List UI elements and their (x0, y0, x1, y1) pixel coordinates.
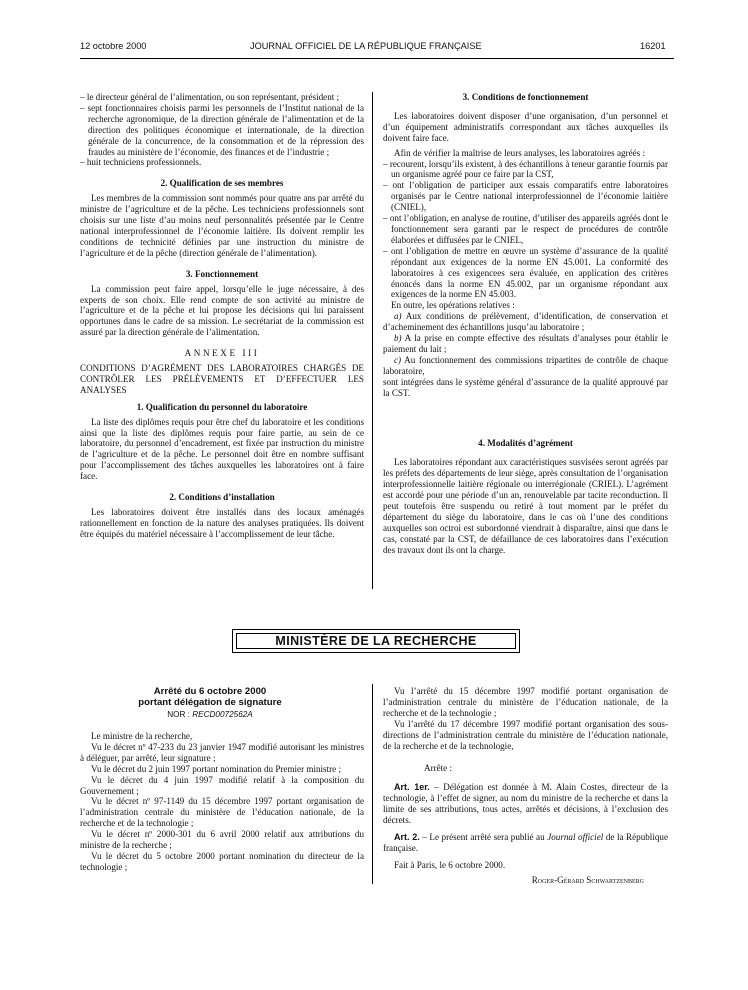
nor-code: RECD0072562A (192, 710, 253, 719)
header-page-number: 16201 (640, 41, 666, 51)
left-column-bottom (80, 731, 364, 873)
visa: Vu le décret du 4 juin 1997 modifié relatif à la composition du Gouvernement ; (80, 774, 364, 796)
item-letter: b) (394, 333, 402, 344)
ministry-banner (232, 629, 520, 653)
item-text: A la prise en compte effective des résultats d’analyses pour établir le paiement du lait ; (383, 333, 668, 354)
header-date: 12 octobre 2000 (80, 41, 147, 51)
member-item: – le directeur général de l’alimentation, ou son représentant, président ; (80, 92, 340, 102)
article-text: de la République française. (383, 831, 668, 853)
visa: Vu le décret nº 47-233 du 23 janvier 1947 modifié autorisant les ministres à déléguer, par arrêté, leur signature ; (80, 741, 364, 763)
visa: Vu l’arrêté du 15 décembre 1997 modifié portant organisation de l’administration centrale du ministère de l’éducation nationale, de la recherche et de la technologie ; (383, 686, 668, 718)
paragraph: La liste des diplômes requis pour être chef du laboratoire et les conditions ainsi que la liste des diplômes requis pour faire partie, au sein de ce laboratoire, du personnel d’encadrement, est fixée par instruction du ministre de l’agriculture et de la pêche. Le personnel doit être en nombre suffisant pour l’accomplissement des tâches auxquelles les laboratoires ont à faire face. (80, 416, 364, 482)
right-column-top (383, 92, 668, 556)
section-heading: 1. Qualification du personnel du laboratoire (136, 401, 308, 412)
condition-item: – ont l’obligation de participer aux essais comparatifs entre laboratoires organisés par le Centre national interprofessionnel de l’économie laitière (CNIEL), (383, 180, 668, 213)
paragraph: Les laboratoires doivent être installés dans des locaux aménagés rationnellement en fonction de la nature des analyses pratiquées. Ils doivent être équipés du matériel nécessaire à l’accomplissement de leur tâche. (80, 507, 364, 539)
article-text: – Délégation est donnée à M. Alain Costes, directeur de la technologie, à l’effet de signer, au nom du ministre de la recherche et dans la limite de ses attributions, tous actes, arrêtés et décisions, à l’exclusion des décrets. (383, 782, 668, 826)
right-column-bottom (383, 686, 668, 886)
article-text: – Le présent arrêté sera publié au (419, 831, 548, 842)
section-heading: 2. Conditions d’installation (169, 492, 275, 503)
visa: Vu le décret du 5 octobre 2000 portant nomination du directeur de la technologie ; (80, 850, 364, 872)
visa: Vu le décret nº 97-1149 du 15 décembre 1997 portant organisation de l’administration centrale du ministère de l’éducation nationale, de la recherche et de la technologie ; (80, 796, 364, 829)
visa: Vu le décret nº 2000-301 du 6 avril 2000 relatif aux attributions du ministre de la recherche ; (80, 829, 364, 851)
nor-label: NOR : (167, 710, 193, 719)
place-date: Fait à Paris, le 6 octobre 2000. (394, 859, 506, 870)
operation-item (383, 355, 668, 377)
signature: Roger-Gérard Schwartzenberg (531, 874, 644, 885)
left-column-top (80, 92, 364, 540)
visa: Vu l’arrêté du 17 décembre 1997 modifié portant organisation des sous-directions de l’administration centrale du ministère de l’éducation nationale, de la recherche et de la technologie, (383, 718, 668, 751)
article-1 (383, 782, 668, 826)
section-heading: 3. Conditions de fonctionnement (462, 92, 589, 102)
nor-reference (120, 709, 300, 721)
paragraph: Afin de vérifier la maîtrise de leurs analyses, les laboratoires agréés : (394, 147, 645, 158)
annex-title: ANNEXE III (184, 348, 260, 359)
header-rule (80, 58, 674, 59)
paragraph: Le ministre de la recherche, (91, 731, 193, 741)
operation-item (383, 333, 668, 355)
member-item: – huit techniciens professionnels. (80, 157, 202, 168)
paragraph: La commission peut faire appel, lorsqu’elle le juge nécessaire, à des experts de son choix. Elle rend compte de son activité au ministre de l’agriculture et de la pêche et lui propose les décisions qui lui paraissent opportunes dans le cadre de sa mission. Le secrétariat de la commission est assuré par la direction générale de l’alimentation. (80, 283, 364, 338)
paragraph: Les membres de la commission sont nommés pour quatre ans par arrêté du ministre de l’agriculture et de la pêche. Les techniciens professionnels sont choisis sur une liste d’au moins neuf personnalités présentée par le Centre national interprofessionnel de l’économie laitière. Ils doivent remplir les conditions de technicité définies par une instruction du ministre de l’agriculture et de la pêche (direction générale de l’alimentation). (80, 193, 364, 258)
header-journal-title: JOURNAL OFFICIEL DE LA RÉPUBLIQUE FRANÇAISE (250, 41, 482, 51)
member-item: – sept fonctionnaires choisis parmi les personnels de l’Institut national de la recherche agronomique, de la direction générale de l’alimentation et de la direction des politiques économique et internationale, de la direction générale de la concurrence, de la consommation et de la répression des fraudes au ministère de l’économie, des finances et de l’industrie ; (80, 102, 364, 157)
annex-caption: CONDITIONS D’AGRÉMENT DES LABORATOIRES CHARGÉS DE CONTRÔLER LES PRÉLÈVEMENTS ET D’EFFECTUER LES ANALYSES (80, 363, 364, 395)
column-divider (372, 684, 373, 884)
decree-title-block (120, 686, 300, 721)
column-divider (372, 92, 373, 589)
decree-subtitle: portant délégation de signature (138, 697, 282, 708)
section-heading: 4. Modalités d’agrément (478, 438, 573, 449)
section-heading: 3. Fonctionnement (185, 268, 259, 279)
article-2 (383, 832, 668, 854)
paragraph: En outre, les opérations relatives : (391, 300, 515, 311)
decree-title: Arrêté du 6 octobre 2000 (153, 686, 267, 697)
article-label: Art. 2. (394, 831, 420, 842)
journal-name: Journal officiel (547, 831, 604, 842)
condition-item: – ont l’obligation, en analyse de routine, d’utiliser des appareils agréés dont le fonctionnement sera garanti par le respect de procédures de contrôle élaborées et diffusées par le CNIEL, (383, 213, 668, 245)
paragraph: sont intégrées dans le système général d’assurance de la qualité approuvé par la CST. (383, 376, 668, 398)
article-label: Art. 1er. (394, 782, 430, 793)
condition-item: – recourent, lorsqu’ils existent, à des échantillons à teneur garantie fournis par un organisme agréé pour ce faire par la CST, (383, 158, 668, 180)
paragraph: Les laboratoires répondant aux caractéristiques susvisées seront agréés par les préfets des départements de leur siège, après consultation de l’organisation interprofessionnelle laitière régionale ou interrégionale (CRIEL). L’agrément est accordé pour une période d’un an, renouvelable par tacite reconduction. Il peut toutefois être suspendu ou retiré à tout moment par le préfet du département du siège du laboratoire, dans le cas où l’une des conditions auxquelles son octroi est subordonné viendrait à disparaître, ainsi que dans le cas, constaté par la CST, de défaillance de ces laboratoires dans l’exécution des travaux dont ils ont la charge. (383, 457, 668, 555)
item-letter: a) (394, 311, 402, 322)
condition-item: – ont l’obligation de mettre en œuvre un système d’assurance de la qualité répondant aux exigences de la norme EN 45.001. La conformité des laboratoires à ces exigencees sera évaluée, en application des critères énoncés dans la norme EN 45.002, par un organisme répondant aux exigences de la norme EN 45.003. (383, 245, 668, 300)
item-text: Aux conditions de prélèvement, d’identification, de conservation et d’acheminement des échantillons jusqu’au laboratoire ; (383, 311, 668, 333)
paragraph: Les laboratoires doivent disposer d’une organisation, d’un personnel et d’un équipement administratifs correspondant aux tâches auxquelles ils doivent faire face. (383, 110, 668, 143)
arrete-word: Arrête : (424, 763, 453, 774)
visa: Vu le décret du 2 juin 1997 portant nomination du Premier ministre ; (91, 763, 341, 774)
section-heading: 2. Qualification de ses membres (160, 178, 284, 189)
item-letter: c) (394, 354, 402, 365)
operation-item (383, 311, 668, 333)
ministry-title: MINISTÈRE DE LA RECHERCHE (236, 633, 516, 649)
item-text: Au fonctionnement des commissions tripartites de contrôle de chaque laboratoire, (383, 354, 668, 376)
